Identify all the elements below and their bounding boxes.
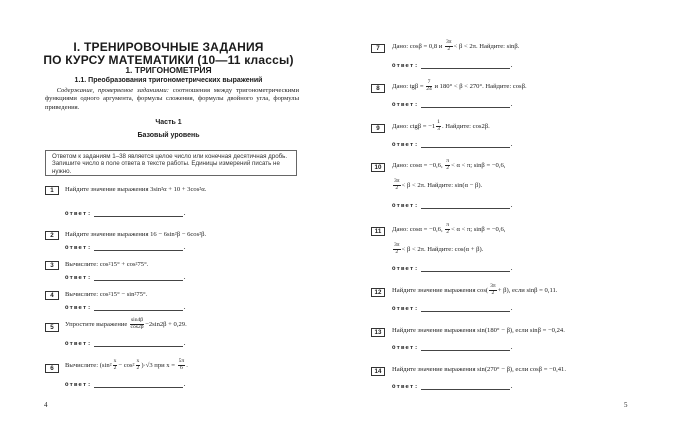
task-12-post: + β), если sinβ = 0,11. <box>497 286 558 294</box>
task-12-pre: Найдите значение выражения cos( <box>392 286 489 294</box>
fraction <box>393 243 401 256</box>
fraction <box>445 159 450 172</box>
task-7-pre: Дано: cosβ = 0,8 и <box>392 42 443 50</box>
answer-field-4[interactable]: Ответ: . <box>65 304 188 311</box>
answer-label: Ответ: <box>65 274 92 281</box>
task-10-post: < α < π; sinβ = −0,6, <box>451 161 506 169</box>
fraction <box>489 284 497 297</box>
fraction-numerator: x <box>113 358 117 364</box>
task-4-text: Вычислите: cos²15° − sin²75°. <box>65 291 148 298</box>
answer-label: Ответ: <box>392 383 419 390</box>
task-9-post: . Найдите: cos2β. <box>441 122 490 130</box>
fraction-numerator: π <box>446 158 450 164</box>
answer-field-13[interactable]: Ответ: . <box>392 344 515 351</box>
content-description <box>45 87 299 112</box>
fraction <box>136 359 141 372</box>
task-8-post: и 180° < β < 270°. Найдите: cosβ. <box>434 82 527 90</box>
fraction-denominator: 2 <box>136 364 140 371</box>
answer-label: Ответ: <box>392 265 419 272</box>
task-number-6: 6 <box>45 364 59 373</box>
task-3-text: Вычислите: cos²15° + cos²75°. <box>65 261 149 268</box>
page-number-left: 4 <box>44 401 48 409</box>
fraction-denominator: 2 <box>491 289 495 296</box>
fraction-denominator: 2 <box>395 248 399 255</box>
answer-field-10[interactable]: Ответ: . <box>392 202 515 209</box>
answer-label: Ответ: <box>392 202 419 209</box>
task-11-text-line1 <box>392 223 505 236</box>
fraction <box>130 318 144 331</box>
task-number-4: 4 <box>45 291 59 300</box>
fraction-denominator: 6 <box>180 364 183 371</box>
task-8-text <box>392 80 527 93</box>
answer-field-8[interactable]: Ответ: . <box>392 101 515 108</box>
fraction-denominator: 2 <box>446 164 450 171</box>
task-11-text-line2 <box>392 243 483 256</box>
fraction-numerator: 3π <box>490 283 496 289</box>
content-text: соотношения между тригонометрическими функциями одного аргумента, формулы сложения, формулы двойного угла, формулы приведения. <box>45 87 299 111</box>
fraction-denominator: 2 <box>395 184 399 191</box>
fraction-numerator: 3π <box>394 178 400 184</box>
answer-field-5[interactable]: Ответ: . <box>65 340 188 347</box>
fraction-denominator: 3 <box>437 125 440 132</box>
fraction-denominator: 24 <box>426 85 432 92</box>
task-number-2: 2 <box>45 231 59 240</box>
answer-field-12[interactable]: Ответ: . <box>392 305 515 312</box>
answer-field-1[interactable]: Ответ: . <box>65 210 188 217</box>
subsection-title: 1.1. Преобразования тригонометрических выражений <box>74 77 263 84</box>
answer-field-3[interactable]: Ответ: . <box>65 274 188 281</box>
task-13-text: Найдите значение выражения sin(180° − β), если sinβ = −0,24. <box>392 327 565 334</box>
task-9-pre: Дано: ctgβ = −1 <box>392 122 436 130</box>
fraction-numerator: sin4β <box>130 317 144 323</box>
task-number-7: 7 <box>371 44 385 53</box>
right-page <box>337 0 674 447</box>
fraction <box>445 223 450 236</box>
fraction <box>178 359 186 372</box>
answer-field-7[interactable]: Ответ: . <box>392 62 515 69</box>
fraction <box>436 120 441 133</box>
task-14-text: Найдите значение выражения sin(270° − β), если cosβ = −0,41. <box>392 366 566 373</box>
answer-field-9[interactable]: Ответ: . <box>392 141 515 148</box>
fraction-numerator: x <box>136 358 140 364</box>
task-number-11: 11 <box>371 227 385 236</box>
fraction-denominator: 2 <box>113 364 117 371</box>
expr-part: (sin² <box>99 361 112 369</box>
task-number-1: 1 <box>45 186 59 195</box>
task-5-pre: Упростите выражение <box>65 320 128 328</box>
answer-label: Ответ: <box>392 141 419 148</box>
task-number-3: 3 <box>45 261 59 270</box>
fraction-numerator: 1 <box>437 119 440 125</box>
task-10-text-line1 <box>392 159 505 172</box>
fraction-numerator: 7 <box>427 79 431 85</box>
task-6-pre: Вычислите: <box>65 361 99 369</box>
fraction-numerator: π <box>446 222 450 228</box>
answer-field-11[interactable]: Ответ: . <box>392 265 515 272</box>
answer-label: Ответ: <box>392 101 419 108</box>
fraction-denominator: 2 <box>446 228 450 235</box>
task-11-post: < α < π; sinβ = −0,6, <box>451 225 506 233</box>
task-9-text <box>392 120 490 133</box>
answer-label: Ответ: <box>392 62 419 69</box>
task-number-14: 14 <box>371 367 385 376</box>
task-10-post2: < β < 2π. Найдите: sin(α − β). <box>401 181 483 189</box>
fraction <box>445 40 453 53</box>
content-label: Содержание, проверяемое заданиями: <box>56 87 169 94</box>
expr-part: − cos² <box>118 361 135 369</box>
fraction <box>426 80 432 93</box>
task-2-text: Найдите значение выражения 16 − 6sin²β − 6cos²β. <box>65 231 207 238</box>
task-number-12: 12 <box>371 288 385 297</box>
instruction-box: Ответом к заданиям 1–38 является целое число или конечная десятичная дробь. Запишите число в поле ответа в тексте работы. Единицы измерений писать не нужно. <box>45 150 297 176</box>
answer-field-14[interactable]: Ответ: . <box>392 383 515 390</box>
task-5-text <box>65 318 187 331</box>
task-number-10: 10 <box>371 163 385 172</box>
fraction <box>393 179 401 192</box>
task-6-text <box>65 359 188 372</box>
fraction-numerator: 3π <box>394 242 400 248</box>
fraction-numerator: 5π <box>178 358 185 364</box>
expr-part: )·√3 при x = <box>141 361 175 369</box>
answer-field-6[interactable]: Ответ: . <box>65 381 188 388</box>
task-6-post: . <box>186 361 188 369</box>
task-8-pre: Дано: tgβ = <box>392 82 424 90</box>
section-title: 1. ТРИГОНОМЕТРИЯ <box>125 65 212 75</box>
task-number-9: 9 <box>371 124 385 133</box>
task-1-text: Найдите значение выражения 3sin²α + 10 + 3cos²α. <box>65 186 207 193</box>
task-7-text <box>392 40 519 53</box>
answer-label: Ответ: <box>392 305 419 312</box>
task-number-13: 13 <box>371 328 385 337</box>
task-7-post: < β < 2π. Найдите: sinβ. <box>453 42 520 50</box>
answer-label: Ответ: <box>65 244 92 251</box>
task-12-text <box>392 284 557 297</box>
answer-label: Ответ: <box>65 304 92 311</box>
chapter-title-line1: I. ТРЕНИРОВОЧНЫЕ ЗАДАНИЯ <box>73 40 264 54</box>
task-number-5: 5 <box>45 323 59 332</box>
task-number-8: 8 <box>371 84 385 93</box>
answer-label: Ответ: <box>65 340 92 347</box>
chapter-title-line2: ПО КУРСУ МАТЕМАТИКИ (10—11 классы) <box>43 53 294 67</box>
fraction-denominator: 2 <box>447 45 451 52</box>
answer-label: Ответ: <box>65 210 92 217</box>
task-11-pre: Дано: cosα = −0,6, <box>392 225 443 233</box>
answer-field-2[interactable]: Ответ: . <box>65 244 188 251</box>
task-10-text-line2 <box>392 179 482 192</box>
level-title: Базовый уровень <box>137 132 200 139</box>
answer-label: Ответ: <box>65 381 92 388</box>
task-11-post2: < β < 2π. Найдите: cos(α + β). <box>401 245 484 253</box>
fraction <box>113 359 118 372</box>
task-10-pre: Дано: cosα = −0,6, <box>392 161 443 169</box>
fraction-denominator: cos2β <box>130 323 144 330</box>
fraction-numerator: 3π <box>445 39 452 45</box>
answer-label: Ответ: <box>392 344 419 351</box>
task-5-post: −2sin2β + 0,29. <box>145 320 187 328</box>
part-title: Часть 1 <box>155 119 182 126</box>
page-number-right: 5 <box>624 401 628 409</box>
